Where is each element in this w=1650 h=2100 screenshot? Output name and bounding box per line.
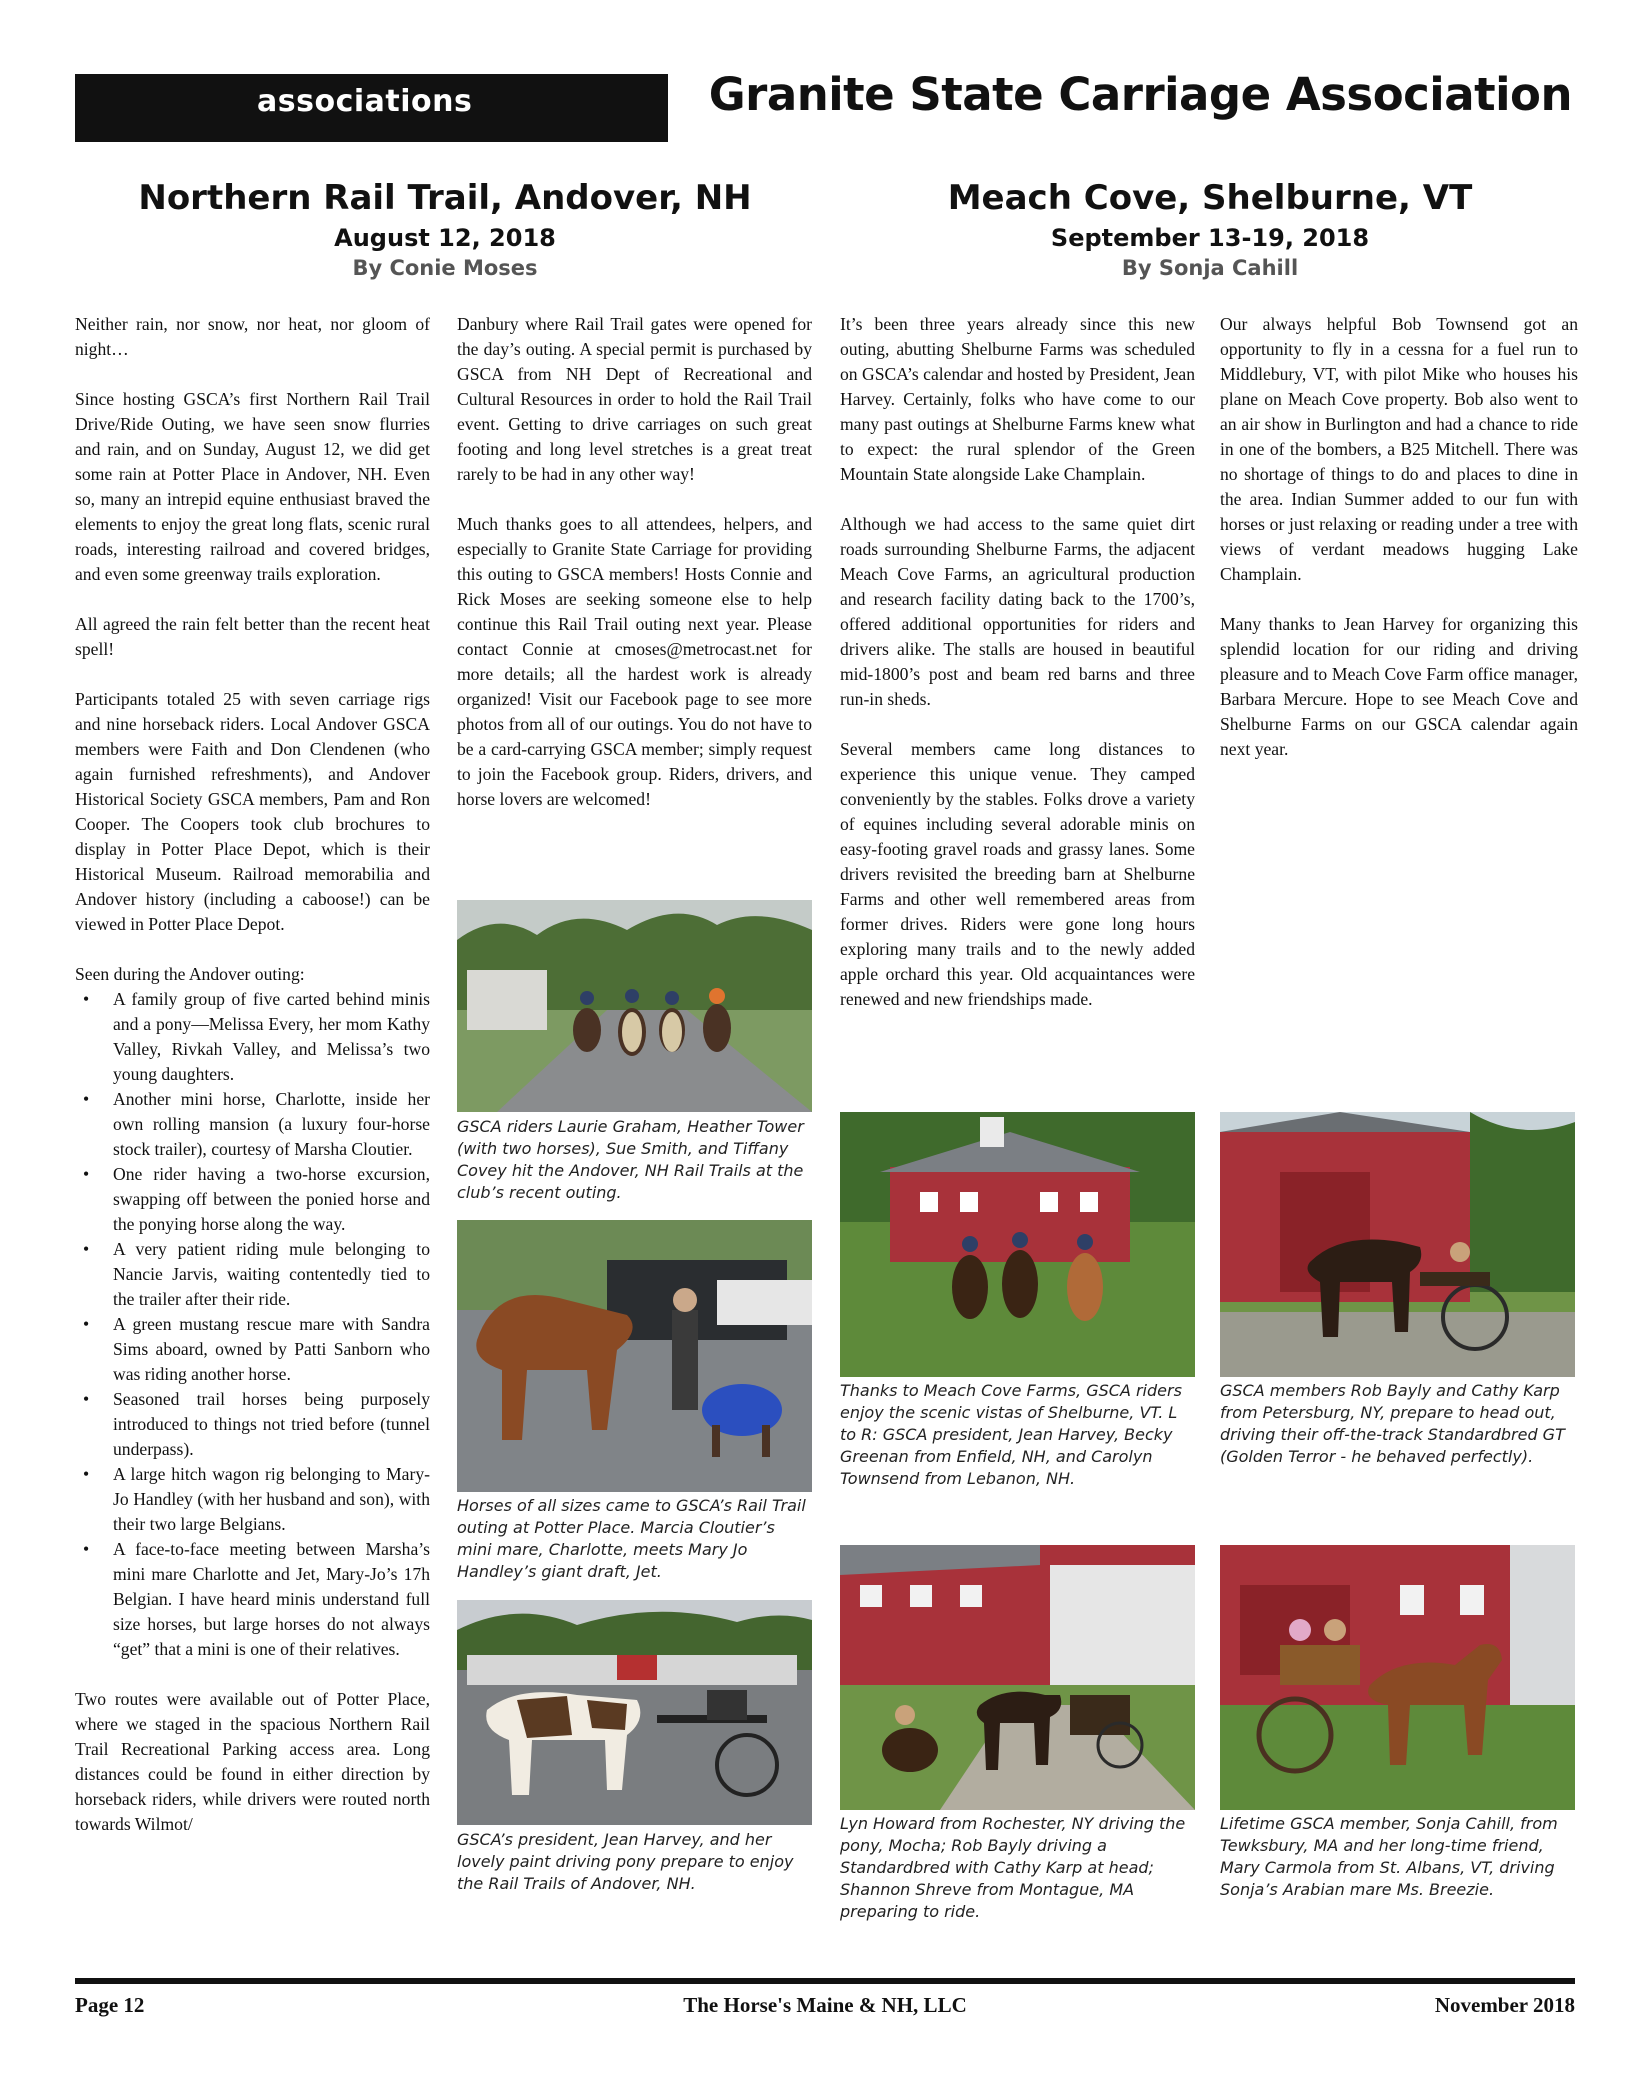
paragraph: Seen during the Andover outing: — [75, 964, 305, 984]
column-4 — [1220, 312, 1578, 787]
list-item: • A face-to-face meeting between Marsha’s mini mare Charlotte and Jet, Mary-Jo’s 17h Belgian. I have heard minis understand full size horses, but large horses do not always “get” that a mini is one of their relatives. — [75, 1537, 430, 1662]
left-article-byline: By Conie Moses — [352, 256, 538, 280]
caption-photo-1: GSCA riders Laurie Graham, Heather Tower (with two horses), Sue Smith, and Tiffany Covey hit the Andover, NH Rail Trails at the club’s recent outing. — [457, 1117, 804, 1202]
paragraph: Several members came long distances to experience this unique venue. They camped conveniently by the stables. Folks drove a variety of equines including several adorable minis on easy-footing gravel roads and grassy lanes. Some drivers revisited the breeding barn at Shelburne Farms and other well remembered areas from former drives. Riders were gone long hours exploring many trails and to the newly added apple orchard this year. Old acquaintances were renewed and new friendships made. — [840, 739, 1195, 1009]
list-item: • A green mustang rescue mare with Sandra Sims aboard, owned by Patti Sanborn who was riding another horse. — [75, 1312, 430, 1387]
list-item: • One rider having a two-horse excursion, swapping off between the ponied horse and the ponying horse along the way. — [75, 1162, 430, 1237]
caption-photo-7: Lifetime GSCA member, Sonja Cahill, from Tewksbury, MA and her long-time friend, Mary Carmola from St. Albans, VT, driving Sonja’s Arabian mare Ms. Breezie. — [1220, 1814, 1558, 1899]
paragraph: It’s been three years already since this new outing, abutting Shelburne Farms was scheduled on GSCA’s calendar and hosted by President, Jean Harvey. Certainly, folks who have come to our many past outings at Shelburne Farms knew what to expect: the rural splendor of the Green Mountain State alongside Lake Champlain. — [840, 314, 1195, 484]
caption-photo-3: GSCA’s president, Jean Harvey, and her lovely paint driving pony prepare to enjoy the Rail Trails of Andover, NH. — [457, 1830, 794, 1893]
right-article-title: Meach Cove, Shelburne, VT — [947, 178, 1473, 218]
column-2 — [457, 312, 812, 837]
list-item: • A large hitch wagon rig belonging to Mary-Jo Handley (with her husband and son), with their two large Belgians. — [75, 1462, 430, 1537]
footer-rule — [75, 1978, 1575, 1984]
column-3 — [840, 312, 1195, 1037]
photo-standardbred-cart — [1220, 1112, 1575, 1377]
caption-photo-6: Lyn Howard from Rochester, NY driving the pony, Mocha; Rob Bayly driving a Standardbred with Cathy Karp at head; Shannon Shreve from Montague, MA preparing to ride. — [840, 1814, 1186, 1921]
photo-paint-pony-cart — [457, 1600, 812, 1825]
list-item: • Seasoned trail horses being purposely introduced to things not tried before (tunnel underpass). — [75, 1387, 430, 1462]
section-label: associations — [257, 84, 473, 119]
masthead-title: Granite State Carriage Association — [708, 68, 1572, 121]
list-item: • A very patient riding mule belonging to Nancie Jarvis, waiting contentedly tied to the trailer after their ride. — [75, 1237, 430, 1312]
paragraph: Danbury where Rail Trail gates were opened for the day’s outing. A special permit is purchased by GSCA from NH Dept of Recreational and Cultural Resources in order to hold the Rail Trail event. Getting to drive carriages on such great footing and long level stretches is a great treat rarely to be had in any other way! — [457, 314, 812, 484]
photo-draft-and-mini — [457, 1220, 812, 1492]
photo-riders-meach-cove — [840, 1112, 1195, 1377]
footer-publisher: The Horse's Maine & NH, LLC — [683, 1993, 967, 2017]
paragraph: Our always helpful Bob Townsend got an opportunity to fly in a cessna for a fuel run to Middlebury, VT, with pilot Mike who houses his plane on Meach Cove property. Bob also went to an air show in Burlington and had a chance to ride in one of the bombers, a B25 Mitchell. There was no shortage of things to do and places to dine in the area. Indian Summer added to our fun with horses or just relaxing or reading under a tree with views of verdant meadows hugging Lake Champlain. — [1220, 314, 1578, 584]
section-tab — [75, 74, 668, 142]
left-article-title: Northern Rail Trail, Andover, NH — [138, 178, 752, 218]
footer-issue-date: November 2018 — [1434, 1993, 1575, 2017]
right-article-byline: By Sonja Cahill — [1121, 256, 1299, 280]
paragraph: Many thanks to Jean Harvey for organizing this splendid location for our riding and driving pleasure and to Meach Cove Farm office manager, Barbara Mercure. Hope to see Meach Cove and Shelburne Farms on our GSCA calendar again next year. — [1220, 614, 1578, 759]
paragraph: All agreed the rain felt better than the recent heat spell! — [75, 614, 430, 659]
right-article-date: September 13-19, 2018 — [1050, 224, 1370, 252]
list-item: • Another mini horse, Charlotte, inside her own rolling mansion (a luxury four-horse stock trailer), courtesy of Marsha Cloutier. — [75, 1087, 430, 1162]
caption-photo-5: GSCA members Rob Bayly and Cathy Karp from Petersburg, NY, prepare to head out, driving their off-the-track Standardbred GT (Golden Terror - he behaved perfectly). — [1220, 1381, 1565, 1466]
paragraph: Since hosting GSCA’s first Northern Rail Trail Drive/Ride Outing, we have seen snow flurries and rain, and on Sunday, August 12, we did get some rain at Potter Place in Andover, NH. Even so, many an intrepid equine enthusiast braved the elements to enjoy the great long flats, scenic rural roads, interesting railroad and covered bridges, and even some greenway trails exploration. — [75, 389, 430, 584]
photo-arabian-mare-cart — [1220, 1545, 1575, 1810]
caption-photo-4: Thanks to Meach Cove Farms, GSCA riders enjoy the scenic vistas of Shelburne, VT. L to R: GSCA president, Jean Harvey, Becky Greenan from Enfield, NH, and Carolyn Townsend from Lebanon, NH. — [840, 1381, 1182, 1488]
paragraph: Although we had access to the same quiet dirt roads surrounding Shelburne Farms, the adjacent Meach Cove Farms, an agricultural production and research facility dating back to the 1700’s, offered additional opportunities for riders and drivers alike. The stalls are housed in beautiful mid-1800’s post and beam red barns and three run-in sheds. — [840, 514, 1195, 709]
paragraph: Two routes were available out of Potter Place, where we staged in the spacious Northern Rail Trail Recreational Parking access area. Long distances could be found in either direction by horseback riders, while drivers were routed north towards Wilmot/ — [75, 1689, 430, 1834]
caption-photo-2: Horses of all sizes came to GSCA’s Rail Trail outing at Potter Place. Marcia Cloutier’s mini mare, Charlotte, meets Mary Jo Handley’s giant draft, Jet. — [457, 1496, 806, 1581]
list-item: • A family group of five carted behind minis and a pony—Melissa Every, her mom Kathy Valley, Rivkah Valley, and Melissa’s two young daughters. — [75, 987, 430, 1087]
paragraph: Participants totaled 25 with seven carriage rigs and nine horseback riders. Local Andover GSCA members were Faith and Don Clendenen (who again furnished refreshments), and Andover Historical Society GSCA members, Pam and Ron Cooper. The Coopers took club brochures to display in Potter Place Depot, which is their Historical Museum. Railroad memorabilia and Andover history (including a caboose!) can be viewed in Potter Place Depot. — [75, 689, 430, 934]
photo-riders-rail-trail — [457, 900, 812, 1112]
bullet-list — [75, 987, 430, 1662]
column-1 — [75, 312, 430, 1862]
photo-pony-and-standardbred — [840, 1545, 1195, 1810]
paragraph: Neither rain, nor snow, nor heat, nor gloom of night… — [75, 314, 430, 359]
footer-page-number: Page 12 — [75, 1993, 145, 2017]
paragraph: Much thanks goes to all attendees, helpers, and especially to Granite State Carriage for providing this outing to GSCA members! Hosts Connie and Rick Moses are seeking someone else to help continue this Rail Trail outing next year. Please contact Connie at cmoses@metrocast.net for more details; all the hardest work is already organized! Visit our Facebook page to see more photos from all of our outings. You do not have to be a card-carrying GSCA member; simply request to join the Facebook group. Riders, drivers, and horse lovers are welcomed! — [457, 514, 812, 809]
left-article-date: August 12, 2018 — [334, 224, 556, 252]
